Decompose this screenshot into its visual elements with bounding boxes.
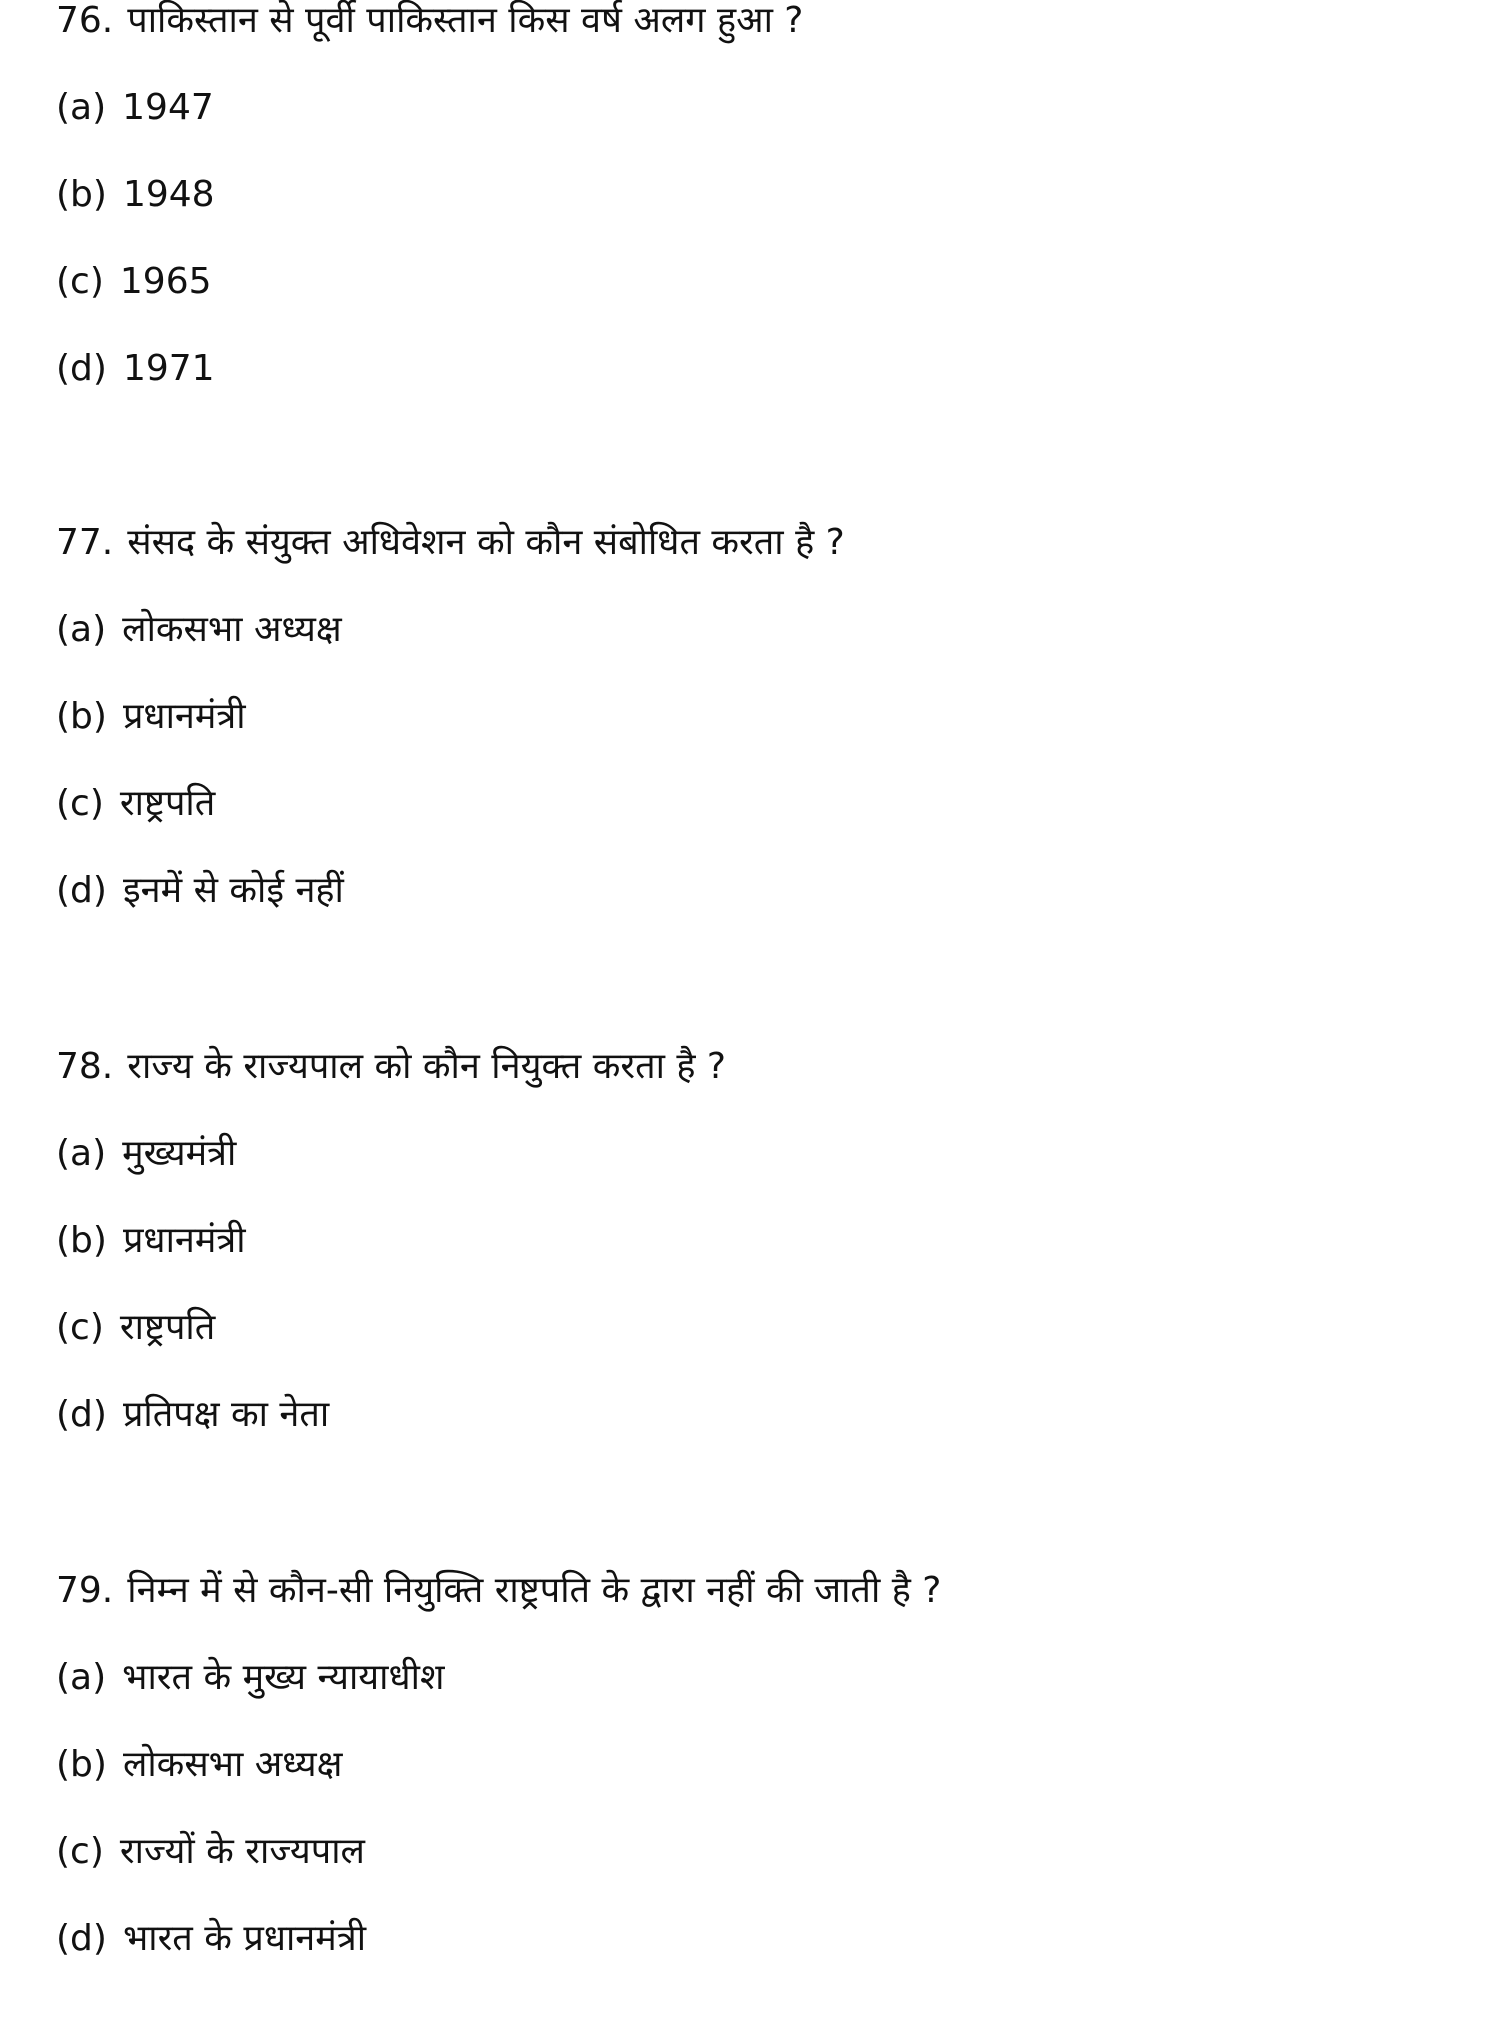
option-c (56, 1298, 215, 1358)
option-b (56, 687, 246, 747)
question-stem (56, 513, 845, 573)
option-a (56, 78, 214, 138)
question-text: राज्य के राज्यपाल को कौन नियुक्त करता है ? (127, 1046, 727, 1087)
option-a (56, 1648, 444, 1708)
option-label: (a) (56, 609, 107, 650)
option-c (56, 1822, 365, 1882)
option-b (56, 1735, 342, 1795)
option-b (56, 1211, 246, 1271)
option-label: (a) (56, 87, 107, 128)
option-d (56, 1909, 366, 1969)
option-a (56, 1124, 236, 1184)
option-d (56, 861, 344, 921)
option-label: (d) (56, 1394, 107, 1435)
question-number: 79. (56, 1570, 114, 1611)
option-label: (d) (56, 348, 107, 389)
option-text: राष्ट्रपति (119, 783, 216, 824)
option-text: लोकसभा अध्यक्ष (122, 609, 342, 650)
option-label: (a) (56, 1657, 107, 1698)
option-b (56, 165, 215, 225)
option-text: 1965 (119, 261, 212, 302)
option-text: 1948 (122, 174, 215, 215)
question-number: 78. (56, 1046, 114, 1087)
question-text: संसद के संयुक्त अधिवेशन को कौन संबोधित करता है ? (127, 522, 845, 563)
option-label: (b) (56, 174, 107, 215)
question-number: 77. (56, 522, 114, 563)
option-label: (c) (56, 1307, 104, 1348)
question-text: निम्न में से कौन-सी नियुक्ति राष्ट्रपति के द्वारा नहीं की जाती है ? (127, 1570, 942, 1611)
option-label: (b) (56, 1744, 107, 1785)
option-label: (d) (56, 1918, 107, 1959)
option-text: भारत के मुख्य न्यायाधीश (122, 1657, 445, 1698)
option-text: लोकसभा अध्यक्ष (122, 1744, 343, 1785)
option-label: (c) (56, 783, 104, 824)
option-text: प्रतिपक्ष का नेता (122, 1394, 330, 1435)
option-text: इनमें से कोई नहीं (122, 870, 344, 911)
option-text: भारत के प्रधानमंत्री (122, 1918, 367, 1959)
question-stem (56, 0, 803, 51)
option-label: (b) (56, 1220, 107, 1261)
option-label: (b) (56, 696, 107, 737)
question-number: 76. (56, 0, 114, 41)
option-a (56, 600, 342, 660)
option-text: राष्ट्रपति (119, 1307, 216, 1348)
option-label: (d) (56, 870, 107, 911)
option-label: (c) (56, 261, 104, 302)
option-c (56, 252, 212, 312)
option-label: (a) (56, 1133, 107, 1174)
option-d (56, 1385, 329, 1445)
question-text: पाकिस्तान से पूर्वी पाकिस्तान किस वर्ष अलग हुआ ? (127, 0, 804, 41)
question-stem (56, 1037, 726, 1097)
question-stem (56, 1561, 941, 1621)
option-c (56, 774, 215, 834)
option-d (56, 339, 215, 399)
option-text: मुख्यमंत्री (122, 1133, 237, 1174)
option-label: (c) (56, 1831, 104, 1872)
option-text: 1947 (122, 87, 214, 128)
option-text: प्रधानमंत्री (122, 696, 246, 737)
option-text: राज्यों के राज्यपाल (119, 1831, 365, 1872)
option-text: प्रधानमंत्री (122, 1220, 246, 1261)
option-text: 1971 (122, 348, 215, 389)
